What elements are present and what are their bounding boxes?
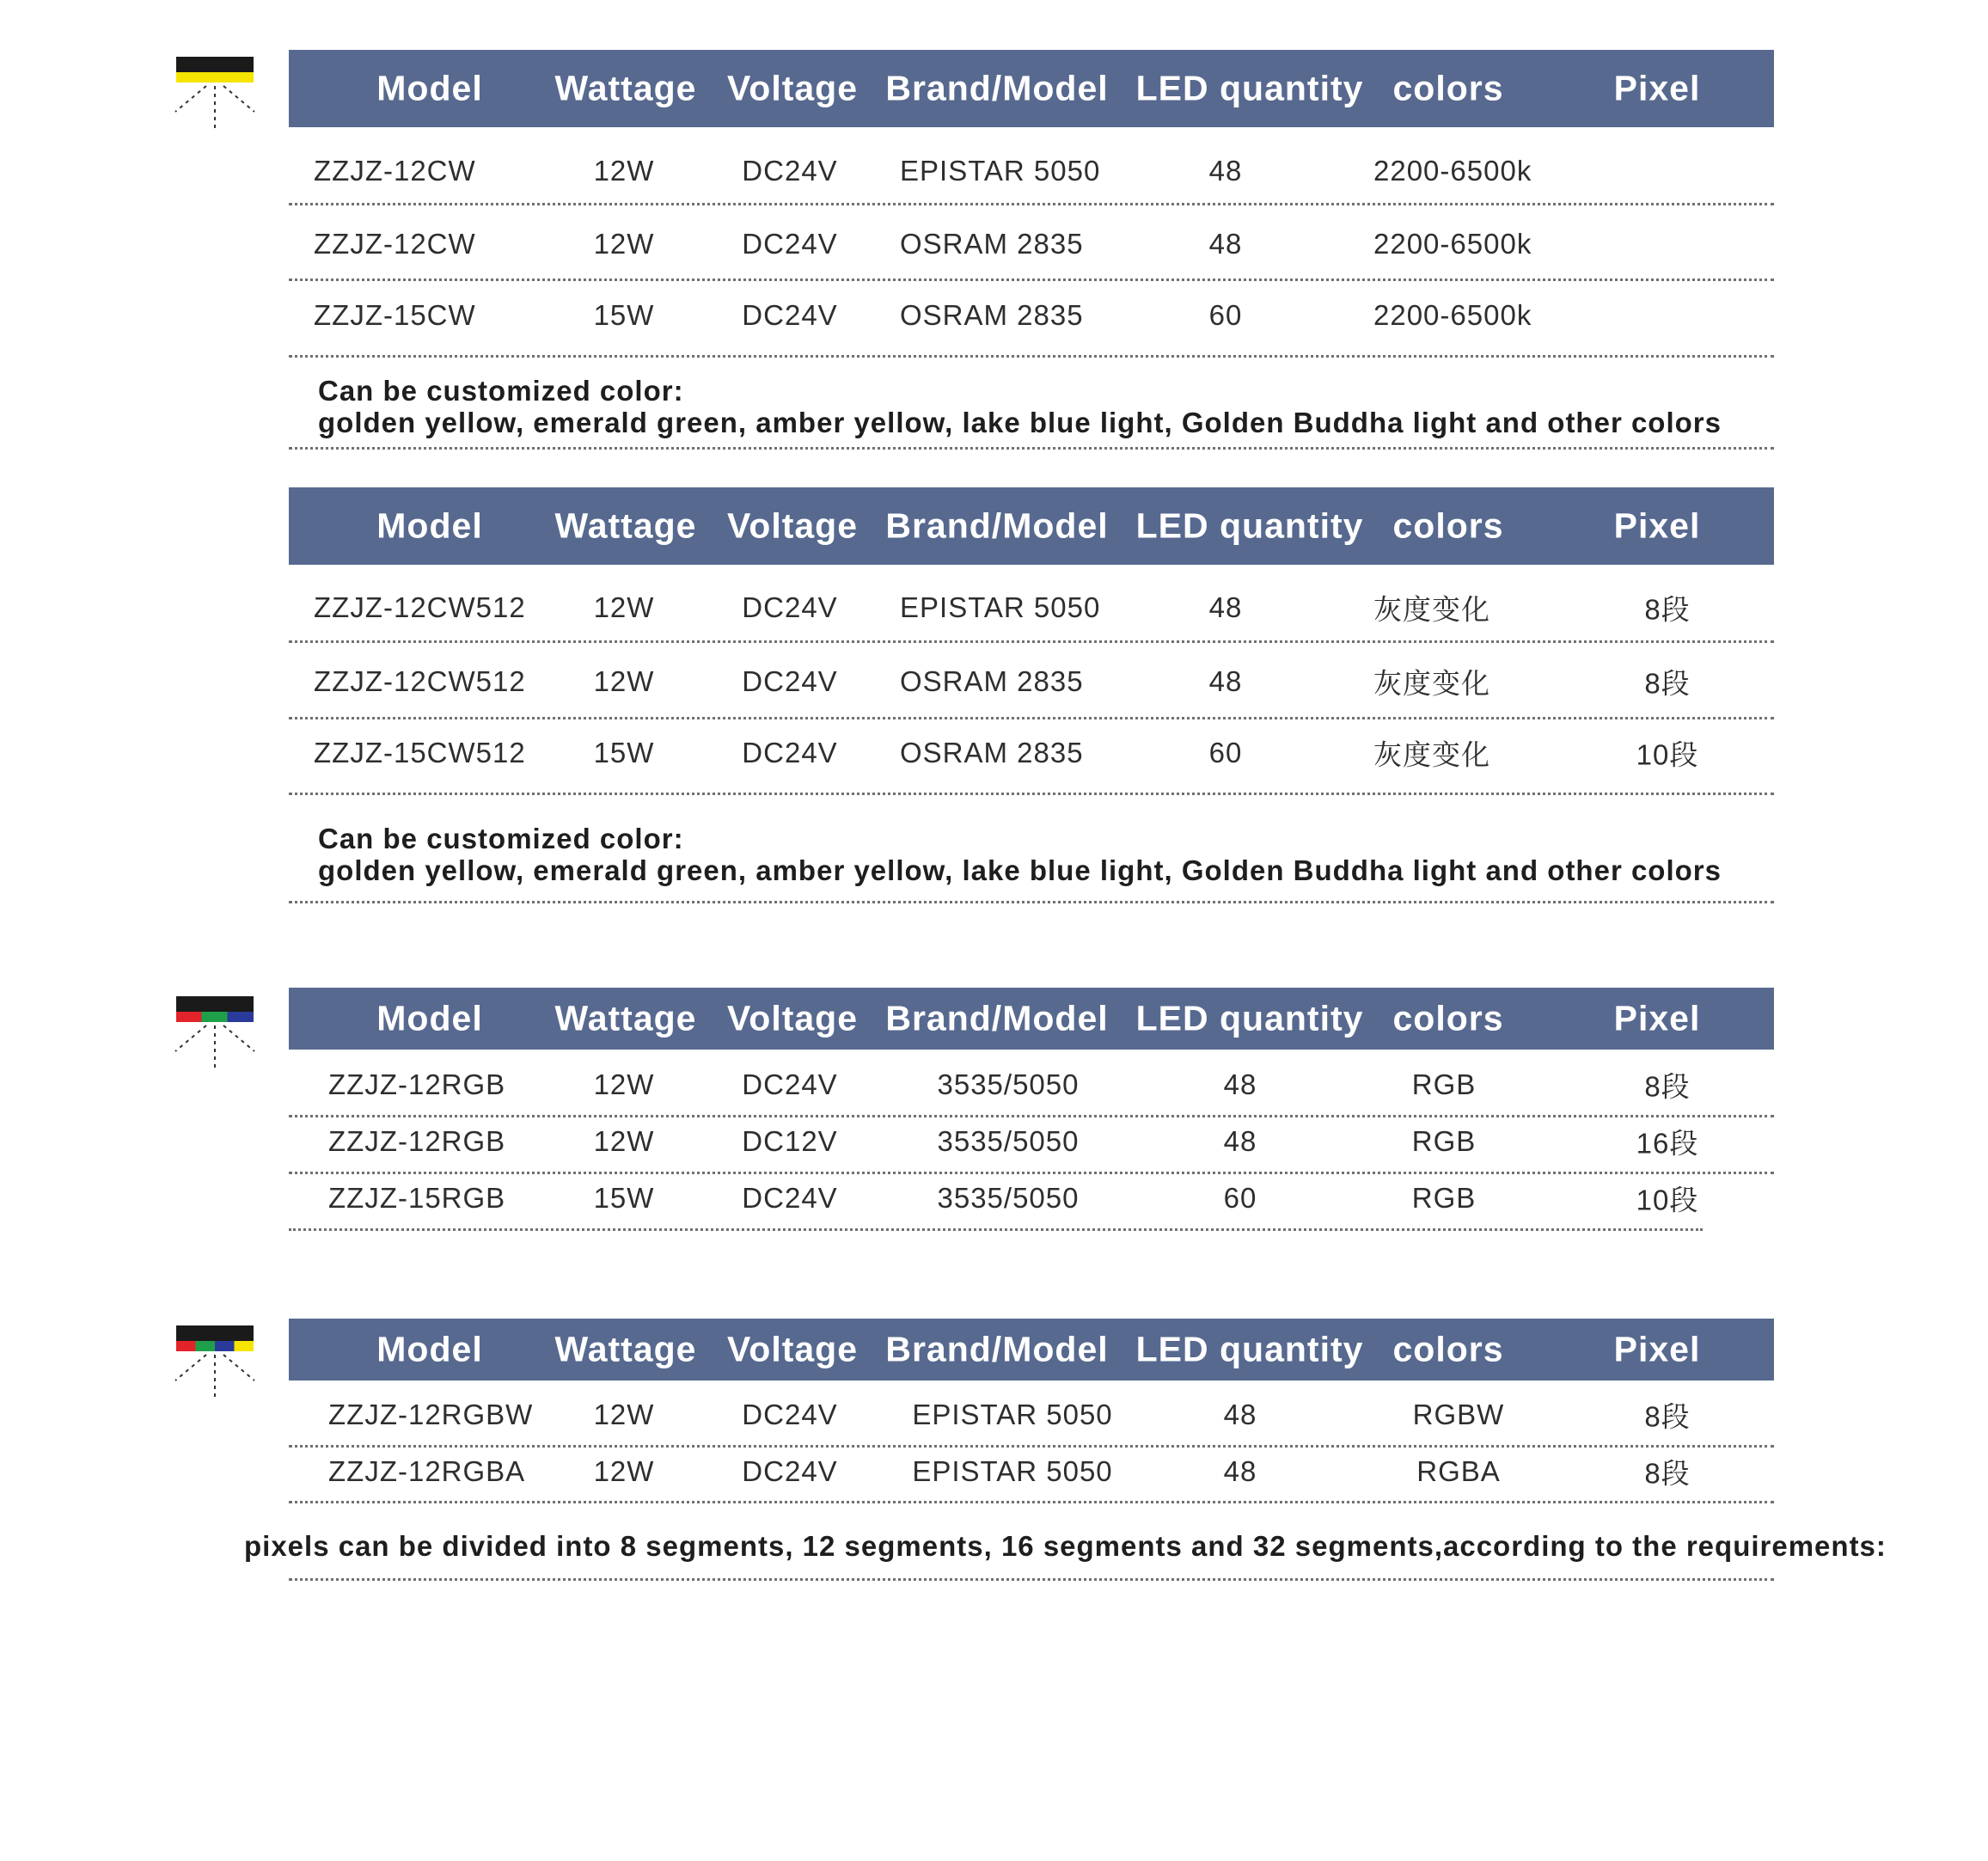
header-pixel: Pixel [1613,998,1701,1038]
table-cell-colors: RGB [1411,1182,1477,1214]
table-cell-led: 48 [1208,591,1243,623]
single-color-light-icon [172,57,258,134]
header-led: LED quantity [1135,505,1364,546]
header-wattage: Wattage [554,68,697,108]
table-cell-brand: EPISTAR 5050 [912,1399,1113,1430]
table-cell-colors: RGB [1411,1068,1477,1100]
table-cell-pixel: 8段 [1644,1070,1691,1103]
header-brand: Brand/Model [885,505,1109,546]
table4-header [289,1319,1774,1380]
table-cell-brand: OSRAM 2835 [900,665,1084,697]
row-divider [289,1228,1703,1231]
header-voltage: Voltage [726,1329,859,1369]
header-brand: Brand/Model [885,1329,1109,1369]
table-cell-model: ZZJZ-12RGB [328,1068,506,1100]
header-pixel: Pixel [1613,505,1701,546]
table3-header [289,988,1774,1050]
header-colors: colors [1392,1329,1504,1369]
table-cell-pixel: 8段 [1644,1400,1691,1433]
table-cell-colors: RGBA [1416,1455,1501,1487]
header-wattage: Wattage [554,505,697,546]
header-voltage: Voltage [726,998,859,1038]
table-cell-model: ZZJZ-12RGBA [328,1455,526,1487]
row-divider [289,1445,1774,1448]
row-divider [289,279,1774,281]
section-divider [289,901,1774,903]
table-cell-voltage: DC24V [742,665,838,697]
table-cell-model: ZZJZ-12CW [314,228,476,260]
header-colors: colors [1392,505,1504,546]
header-brand: Brand/Model [885,998,1109,1038]
table-cell-colors: 2200-6500k [1373,228,1532,260]
table-cell-pixel: 10段 [1636,738,1699,771]
row-divider [289,203,1774,205]
table-cell-model: ZZJZ-12RGBW [328,1399,534,1430]
table-cell-brand: 3535/5050 [937,1125,1080,1157]
table-cell-brand: 3535/5050 [937,1068,1080,1100]
table-cell-colors: 灰度变化 [1373,738,1490,771]
table-cell-brand: EPISTAR 5050 [900,591,1101,623]
row-divider [289,1501,1774,1503]
header-pixel: Pixel [1613,68,1701,108]
header-model: Model [376,1329,483,1369]
table-cell-led: 48 [1223,1455,1257,1487]
custom-color-title: Can be customized color: [318,375,684,407]
table-cell-model: ZZJZ-12CW512 [314,665,526,697]
table-cell-voltage: DC24V [742,1182,838,1214]
table-cell-wattage: 12W [593,665,655,697]
table-cell-voltage: DC24V [742,1068,838,1100]
header-colors: colors [1392,998,1504,1038]
header-model: Model [376,998,483,1038]
table-cell-colors: RGBW [1412,1399,1505,1430]
table-cell-voltage: DC24V [742,591,838,623]
table-cell-wattage: 15W [593,737,655,768]
custom-color-title: Can be customized color: [318,823,684,854]
header-wattage: Wattage [554,1329,697,1369]
table-cell-wattage: 12W [593,1125,655,1157]
row-divider [289,1172,1774,1174]
pixel-segment-note: pixels can be divided into 8 segments, 12 segments, 16 segments and 32 segments,according to the requirements: [244,1530,1887,1562]
table-cell-pixel: 16段 [1636,1127,1699,1160]
row-divider [289,640,1774,643]
custom-color-list: golden yellow, emerald green, amber yellow, lake blue light, Golden Buddha light and other colors [318,854,1722,886]
table-cell-wattage: 12W [593,228,655,260]
header-pixel: Pixel [1613,1329,1701,1369]
custom-color-list: golden yellow, emerald green, amber yellow, lake blue light, Golden Buddha light and other colors [318,407,1722,438]
header-brand: Brand/Model [885,68,1109,108]
table-cell-led: 60 [1208,299,1243,331]
table-cell-model: ZZJZ-12RGB [328,1125,506,1157]
table-cell-model: ZZJZ-12CW [314,155,476,187]
header-colors: colors [1392,68,1504,108]
table-cell-model: ZZJZ-15CW [314,299,476,331]
table-cell-pixel: 8段 [1644,593,1691,626]
header-model: Model [376,68,483,108]
table-cell-colors: 2200-6500k [1373,299,1532,331]
section-divider [289,1578,1774,1581]
table-cell-wattage: 12W [593,1455,655,1487]
table-cell-pixel: 8段 [1644,1457,1691,1490]
row-divider [289,355,1774,358]
table-cell-led: 48 [1208,155,1243,187]
table-cell-brand: EPISTAR 5050 [900,155,1101,187]
table-cell-voltage: DC24V [742,155,838,187]
table2-header [289,487,1774,565]
table-cell-voltage: DC24V [742,1399,838,1430]
table-cell-led: 48 [1223,1068,1257,1100]
header-led: LED quantity [1135,998,1364,1038]
table-cell-led: 48 [1223,1125,1257,1157]
header-voltage: Voltage [726,68,859,108]
table-cell-voltage: DC24V [742,737,838,768]
row-divider [289,717,1774,719]
table-cell-led: 60 [1223,1182,1257,1214]
header-model: Model [376,505,483,546]
table-cell-wattage: 12W [593,155,655,187]
header-voltage: Voltage [726,505,859,546]
table-cell-wattage: 15W [593,299,655,331]
header-led: LED quantity [1135,1329,1364,1369]
table-cell-brand: 3535/5050 [937,1182,1080,1214]
table-cell-brand: OSRAM 2835 [900,737,1084,768]
table-cell-voltage: DC12V [742,1125,838,1157]
table-cell-voltage: DC24V [742,1455,838,1487]
row-divider [289,1115,1774,1117]
table-cell-led: 48 [1223,1399,1257,1430]
section-divider [289,447,1774,450]
table-cell-pixel: 8段 [1644,667,1691,700]
rgbw-light-icon [172,1325,258,1403]
table-cell-wattage: 15W [593,1182,655,1214]
table-cell-model: ZZJZ-15CW512 [314,737,526,768]
table-cell-brand: OSRAM 2835 [900,299,1084,331]
table-cell-wattage: 12W [593,591,655,623]
table-cell-led: 60 [1208,737,1243,768]
table-cell-colors: 灰度变化 [1373,593,1490,626]
table-cell-model: ZZJZ-12CW512 [314,591,526,623]
table-cell-brand: EPISTAR 5050 [912,1455,1113,1487]
table-cell-brand: OSRAM 2835 [900,228,1084,260]
rgb-light-icon [172,996,258,1074]
table-cell-wattage: 12W [593,1068,655,1100]
table-cell-led: 48 [1208,228,1243,260]
table-cell-led: 48 [1208,665,1243,697]
table-cell-colors: RGB [1411,1125,1477,1157]
header-wattage: Wattage [554,998,697,1038]
table-cell-pixel: 10段 [1636,1184,1699,1216]
table-cell-voltage: DC24V [742,228,838,260]
table1-header [289,50,1774,127]
header-led: LED quantity [1135,68,1364,108]
table-cell-model: ZZJZ-15RGB [328,1182,506,1214]
table-cell-wattage: 12W [593,1399,655,1430]
row-divider [289,793,1774,795]
table-cell-colors: 2200-6500k [1373,155,1532,187]
table-cell-voltage: DC24V [742,299,838,331]
table-cell-colors: 灰度变化 [1373,667,1490,700]
